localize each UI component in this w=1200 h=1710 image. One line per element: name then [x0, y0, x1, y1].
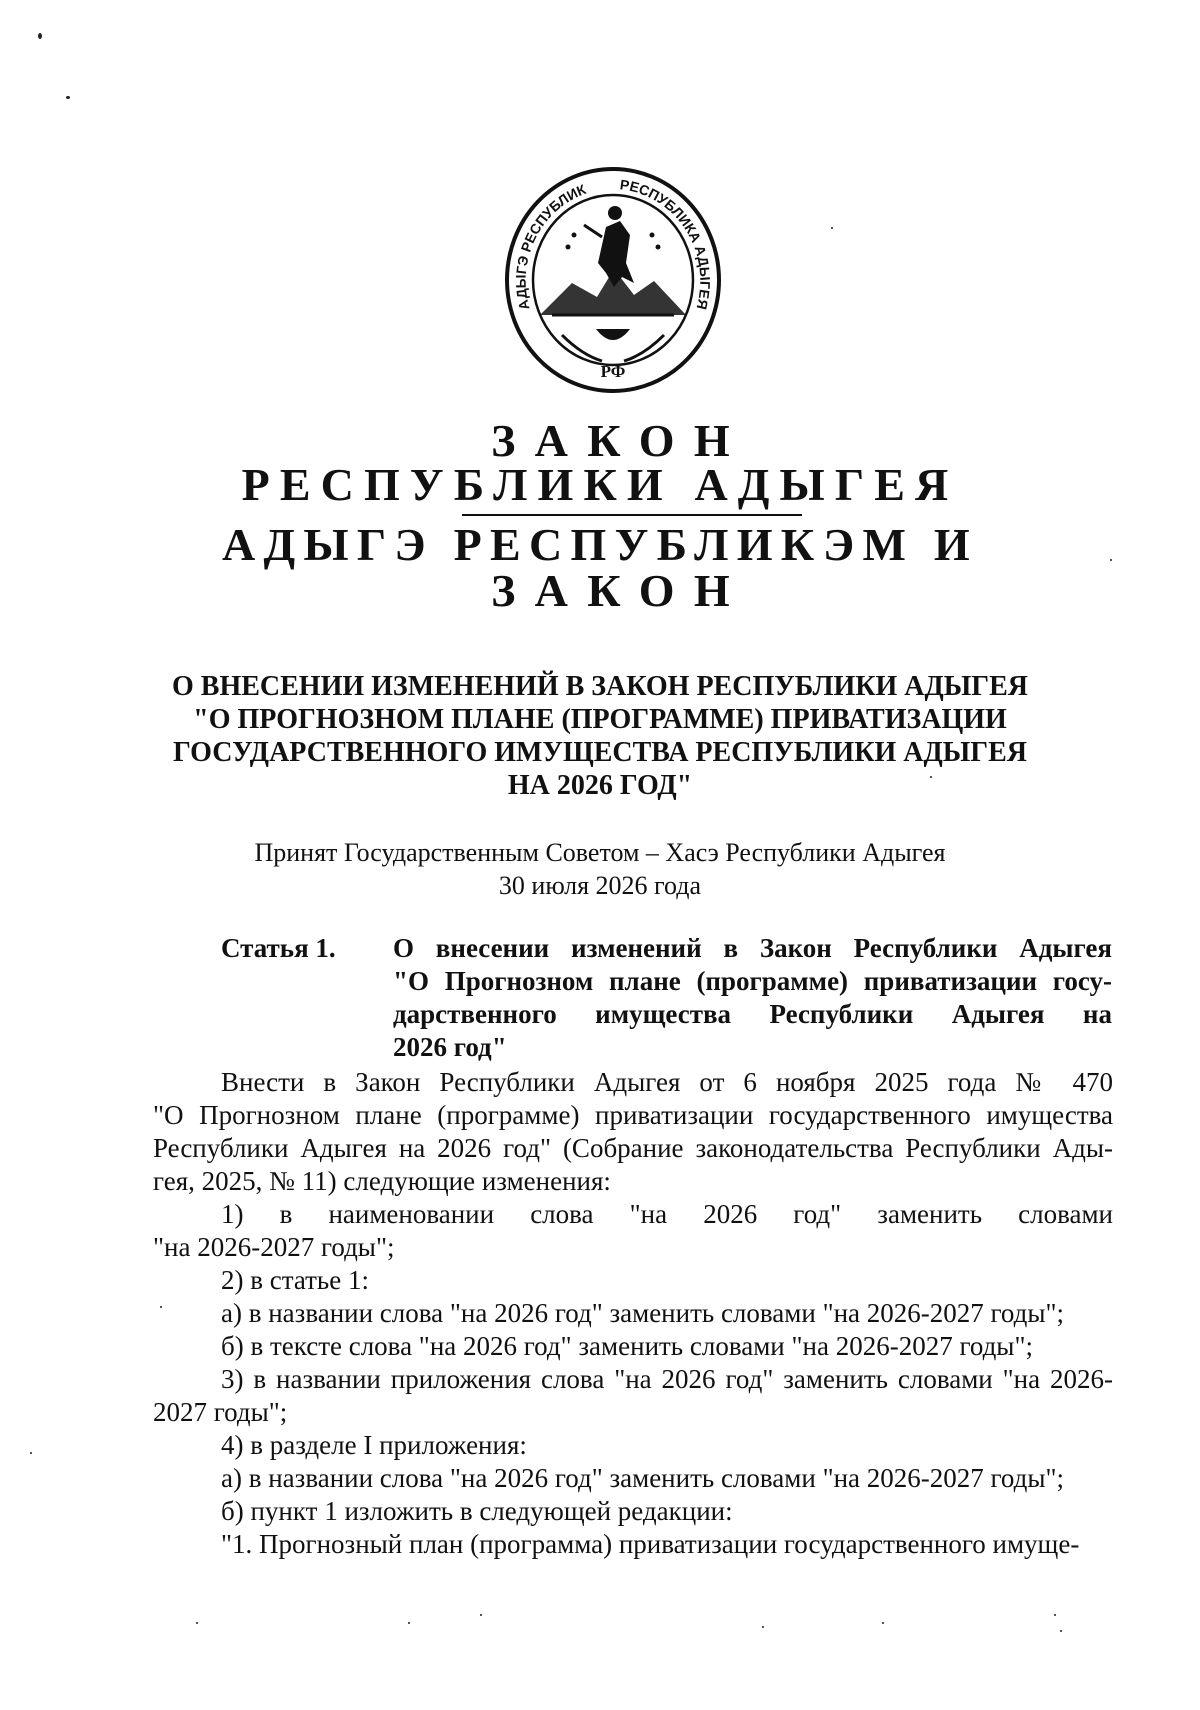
list-item: 1) в наименовании слова "на 2026 год" заменить словами — [221, 1199, 1113, 1229]
body-line: Республики Адыгея на 2026 год" (Собрание законодательства Республики Ады- — [153, 1133, 1113, 1163]
law-heading-ru: ЗАКОН — [491, 415, 749, 466]
law-title-line: "О ПРОГНОЗНОМ ПЛАНЕ (ПРОГРАММЕ) ПРИВАТИЗАЦИИ — [193, 704, 1007, 735]
scan-speck — [762, 1626, 764, 1628]
seal-right-text: РЕСПУБЛИКА АДЫГЕЯ — [619, 176, 714, 312]
scan-speck — [196, 1622, 198, 1624]
scan-speck — [30, 1452, 32, 1454]
seal-bottom-letters: РФ — [600, 362, 626, 381]
scan-speck — [1060, 1630, 1062, 1632]
law-title-line: ГОСУДАРСТВЕННОГО ИМУЩЕСТВА РЕСПУБЛИКИ АДЫГЕЯ — [173, 737, 1027, 768]
law-heading-ady: ЗАКОН — [491, 565, 749, 616]
list-item: б) пункт 1 изложить в следующей редакции: — [221, 1496, 733, 1526]
law-title — [170, 670, 1030, 802]
republic-heading-ru: РЕСПУБЛИКИ АДЫГЕЯ — [241, 459, 959, 510]
scan-speck — [66, 96, 70, 99]
body-line: Внести в Закон Республики Адыгея от 6 ноября 2025 года № 470 — [221, 1067, 1113, 1097]
adoption-body: Принят Государственным Советом – Хасэ Республики Адыгея — [254, 838, 946, 867]
article-label: Статья 1. — [221, 933, 336, 963]
scan-speck — [38, 33, 42, 39]
scan-speck — [930, 776, 932, 778]
body-line: гея, 2025, № 11) следующие изменения: — [153, 1166, 611, 1196]
list-item: 2027 годы"; — [153, 1397, 288, 1427]
law-title-line: О ВНЕСЕНИИ ИЗМЕНЕНИЙ В ЗАКОН РЕСПУБЛИКИ АДЫГЕЯ — [172, 671, 1028, 702]
body-line: "О Прогнозном плане (программе) приватизации государственного имущества — [153, 1100, 1113, 1130]
list-item: "на 2026-2027 годы"; — [153, 1232, 395, 1262]
law-title-line: НА 2026 ГОД" — [507, 770, 693, 801]
article-title-line: О внесении изменений в Закон Республики Адыгея — [393, 933, 1112, 963]
list-item: "1. Прогнозный план (программа) приватизации государственного имуще- — [221, 1529, 1080, 1559]
list-item: б) в тексте слова "на 2026 год" заменить словами "на 2026-2027 годы"; — [221, 1331, 1033, 1361]
list-item: 4) в разделе I приложения: — [221, 1430, 527, 1460]
list-item: а) в названии слова "на 2026 год" заменить словами "на 2026-2027 годы"; — [221, 1463, 1065, 1493]
scan-speck — [408, 1622, 410, 1624]
republic-heading-ady: АДЫГЭ РЕСПУБЛИКЭМ И — [222, 519, 978, 570]
article-title-line: "О Прогнозном плане (программе) приватизации госу- — [393, 966, 1112, 996]
article-title — [393, 932, 1112, 1064]
list-item: 3) в названии приложения слова "на 2026 год" заменить словами "на 2026- — [221, 1364, 1113, 1394]
seal-left-text: АДЫГЭ РЕСПУБЛИК — [512, 181, 588, 312]
list-item: а) в названии слова "на 2026 год" заменить словами "на 2026-2027 годы"; — [221, 1298, 1065, 1328]
article-title-line: дарственного имущества Республики Адыгея на — [393, 999, 1112, 1029]
list-item: 2) в статье 1: — [221, 1265, 369, 1295]
scan-speck — [1110, 559, 1112, 561]
adoption-note — [170, 836, 1030, 902]
adoption-date: 30 июля 2026 года — [498, 871, 702, 900]
scan-speck — [1054, 1614, 1056, 1616]
scan-speck — [160, 1306, 162, 1308]
article-body — [153, 1066, 1113, 1561]
heading-divider — [462, 514, 802, 516]
scan-speck — [882, 1622, 884, 1624]
coat-of-arms-seal — [502, 165, 724, 395]
article-title-line: 2026 год" — [393, 1032, 507, 1062]
scan-speck — [831, 227, 833, 229]
scan-speck — [480, 1614, 482, 1616]
